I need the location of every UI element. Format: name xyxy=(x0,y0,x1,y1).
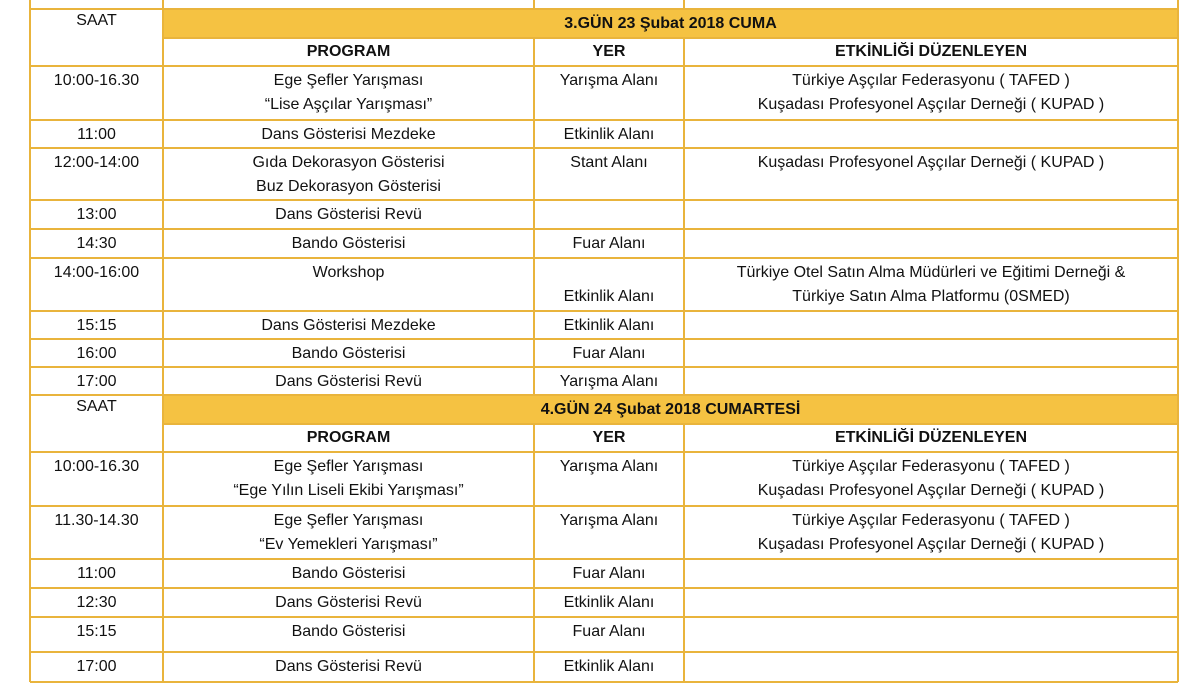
time-cell xyxy=(30,506,163,559)
cell-line: 14:30 xyxy=(76,235,117,252)
grid-line xyxy=(29,9,31,395)
column-header-row xyxy=(0,38,1200,66)
cell-line: Dans Gösterisi Mezdeke xyxy=(261,317,436,334)
table-row xyxy=(0,229,1200,258)
cell-line: Etkinlik Alanı xyxy=(563,288,655,305)
table-row xyxy=(0,66,1200,120)
location-cell xyxy=(534,148,684,200)
cell-line: Yarışma Alanı xyxy=(559,373,659,390)
cell-line: Yarışma Alanı xyxy=(559,72,659,89)
time-cell xyxy=(30,200,163,229)
time-cell xyxy=(30,452,163,506)
cell-line: Ege Şefler Yarışması xyxy=(273,512,424,529)
cell-line: Etkinlik Alanı xyxy=(563,658,655,675)
time-cell xyxy=(30,148,163,200)
cell-line: Kuşadası Profesyonel Aşçılar Derneği ( KUPAD ) xyxy=(757,536,1105,553)
time-cell xyxy=(30,617,163,652)
cell-line: Fuar Alanı xyxy=(572,235,646,252)
table-row xyxy=(0,559,1200,588)
cell-line: Fuar Alanı xyxy=(572,623,646,640)
grid-line xyxy=(1177,9,1179,395)
cell-line: Etkinlik Alanı xyxy=(563,594,655,611)
grid-line xyxy=(30,228,1178,230)
grid-line xyxy=(30,366,1178,368)
cell-line: 14:00-16:00 xyxy=(53,264,140,281)
header-etkinlik: ETKİNLİĞİ DÜZENLEYEN xyxy=(834,43,1027,60)
cell-line xyxy=(534,261,684,285)
program-cell xyxy=(163,339,534,367)
grid-line xyxy=(163,37,1178,39)
organizer-cell xyxy=(684,339,1178,367)
table-row xyxy=(0,652,1200,682)
program-cell xyxy=(163,617,534,652)
table-row xyxy=(0,452,1200,506)
organizer-cell xyxy=(684,452,1178,506)
cell-line: Fuar Alanı xyxy=(572,565,646,582)
cell-line: Gıda Dekorasyon Gösterisi xyxy=(252,154,445,171)
saat-label: SAAT xyxy=(76,12,117,29)
day-title: 3.GÜN 23 Şubat 2018 CUMA xyxy=(163,9,1178,38)
cell-line: 11.30-14.30 xyxy=(54,512,139,529)
time-cell xyxy=(30,120,163,148)
grid-line xyxy=(683,38,685,395)
cell-line: 15:15 xyxy=(76,317,117,334)
location-cell xyxy=(534,617,684,652)
location-cell xyxy=(534,559,684,588)
time-cell xyxy=(30,66,163,120)
time-cell xyxy=(30,258,163,311)
grid-line xyxy=(30,651,1178,653)
table-row xyxy=(0,148,1200,200)
grid-line xyxy=(30,119,1178,121)
grid-line xyxy=(30,257,1178,259)
grid-line xyxy=(533,424,535,682)
location-cell xyxy=(534,652,684,682)
grid-line xyxy=(30,338,1178,340)
organizer-cell xyxy=(684,229,1178,258)
organizer-cell xyxy=(684,617,1178,652)
program-cell xyxy=(163,588,534,617)
grid-line xyxy=(30,65,1178,67)
organizer-cell xyxy=(684,66,1178,120)
saat-label: SAAT xyxy=(76,398,117,415)
cell-line: 15:15 xyxy=(76,623,117,640)
table-row xyxy=(0,120,1200,148)
location-cell xyxy=(534,367,684,395)
organizer-cell xyxy=(684,258,1178,311)
organizer-cell xyxy=(684,148,1178,200)
time-cell xyxy=(30,559,163,588)
program-cell xyxy=(163,506,534,559)
organizer-cell xyxy=(684,311,1178,339)
grid-line xyxy=(533,38,535,395)
program-cell xyxy=(163,229,534,258)
table-row xyxy=(0,588,1200,617)
cell-line: Bando Gösterisi xyxy=(291,623,406,640)
column-header-row xyxy=(0,424,1200,452)
table-row xyxy=(0,311,1200,339)
grid-line xyxy=(30,147,1178,149)
cell-line: Etkinlik Alanı xyxy=(563,126,655,143)
header-yer: YER xyxy=(592,429,626,446)
cell-line: 17:00 xyxy=(76,373,117,390)
cell-line: “Lise Aşçılar Yarışması” xyxy=(264,96,433,113)
time-cell xyxy=(30,367,163,395)
location-cell xyxy=(534,311,684,339)
cell-line: Türkiye Aşçılar Federasyonu ( TAFED ) xyxy=(792,512,1070,529)
cell-line: “Ev Yemekleri Yarışması” xyxy=(259,536,438,553)
cell-line: Türkiye Otel Satın Alma Müdürleri ve Eğitimi Derneği & xyxy=(736,264,1126,281)
header-program: PROGRAM xyxy=(306,43,391,60)
grid-line xyxy=(162,395,164,682)
location-cell xyxy=(534,200,684,229)
cell-line: Dans Gösterisi Mezdeke xyxy=(261,126,436,143)
cell-line: Türkiye Satın Alma Platformu (0SMED) xyxy=(792,288,1070,305)
cell-line: 10:00-16.30 xyxy=(53,458,140,475)
organizer-cell xyxy=(684,652,1178,682)
grid-line xyxy=(30,505,1178,507)
cell-line: Dans Gösterisi Revü xyxy=(275,658,422,675)
organizer-cell xyxy=(684,588,1178,617)
cell-line: Dans Gösterisi Revü xyxy=(275,373,422,390)
cell-line: Bando Gösterisi xyxy=(291,235,406,252)
grid-line xyxy=(30,394,1178,396)
cell-line: Workshop xyxy=(312,264,385,281)
grid-line xyxy=(30,451,1178,453)
time-cell xyxy=(30,311,163,339)
cell-line: 17:00 xyxy=(76,658,117,675)
grid-line xyxy=(30,587,1178,589)
cell-line: Kuşadası Profesyonel Aşçılar Derneği ( KUPAD ) xyxy=(757,482,1105,499)
organizer-cell xyxy=(684,559,1178,588)
cell-line: “Ege Yılın Liseli Ekibi Yarışması” xyxy=(233,482,464,499)
grid-line xyxy=(683,424,685,682)
day-title: 4.GÜN 24 Şubat 2018 CUMARTESİ xyxy=(163,395,1178,424)
cell-line: 10:00-16.30 xyxy=(53,72,140,89)
location-cell xyxy=(534,506,684,559)
grid-line xyxy=(30,199,1178,201)
cell-line: Etkinlik Alanı xyxy=(563,317,655,334)
cell-line: Bando Gösterisi xyxy=(291,345,406,362)
program-cell xyxy=(163,452,534,506)
grid-line xyxy=(1177,395,1179,682)
cell-line: Ege Şefler Yarışması xyxy=(273,72,424,89)
cell-line: Türkiye Aşçılar Federasyonu ( TAFED ) xyxy=(792,458,1070,475)
grid-line xyxy=(162,9,164,395)
cell-line: 11:00 xyxy=(77,126,116,143)
location-cell xyxy=(534,452,684,506)
header-program: PROGRAM xyxy=(306,429,391,446)
organizer-cell xyxy=(684,367,1178,395)
cell-line: Ege Şefler Yarışması xyxy=(273,458,424,475)
cell-line: Kuşadası Profesyonel Aşçılar Derneği ( KUPAD ) xyxy=(757,96,1105,113)
time-cell xyxy=(30,229,163,258)
program-cell xyxy=(163,367,534,395)
location-cell xyxy=(534,339,684,367)
time-cell xyxy=(30,588,163,617)
program-cell xyxy=(163,66,534,120)
location-cell xyxy=(534,229,684,258)
header-etkinlik: ETKİNLİĞİ DÜZENLEYEN xyxy=(834,429,1027,446)
cell-line: Bando Gösterisi xyxy=(291,565,406,582)
table-row xyxy=(0,367,1200,395)
table-row xyxy=(0,339,1200,367)
cell-line: Dans Gösterisi Revü xyxy=(275,594,422,611)
cell-line: Buz Dekorasyon Gösterisi xyxy=(256,178,441,195)
grid-line xyxy=(30,558,1178,560)
table-row xyxy=(0,200,1200,229)
cell-line: Fuar Alanı xyxy=(572,345,646,362)
program-cell xyxy=(163,559,534,588)
cell-line: 16:00 xyxy=(76,345,117,362)
table-row xyxy=(0,506,1200,559)
cell-line: Kuşadası Profesyonel Aşçılar Derneği ( KUPAD ) xyxy=(757,154,1105,171)
cell-line: Türkiye Aşçılar Federasyonu ( TAFED ) xyxy=(792,72,1070,89)
table-row xyxy=(0,258,1200,311)
location-cell xyxy=(534,588,684,617)
program-cell xyxy=(163,200,534,229)
cell-line: 12:00-14:00 xyxy=(53,154,140,171)
header-yer: YER xyxy=(592,43,626,60)
cell-line: Yarışma Alanı xyxy=(559,458,659,475)
grid-line xyxy=(30,616,1178,618)
table-row xyxy=(0,617,1200,652)
organizer-cell xyxy=(684,200,1178,229)
cell-line: Stant Alanı xyxy=(570,154,648,171)
grid-line xyxy=(30,8,1178,10)
grid-line xyxy=(30,310,1178,312)
cell-line: Dans Gösterisi Revü xyxy=(275,206,422,223)
organizer-cell xyxy=(684,120,1178,148)
cell-line: Yarışma Alanı xyxy=(559,512,659,529)
organizer-cell xyxy=(684,506,1178,559)
cell-line: 12:30 xyxy=(76,594,117,611)
program-cell xyxy=(163,148,534,200)
time-cell xyxy=(30,652,163,682)
grid-line xyxy=(29,395,31,682)
program-cell xyxy=(163,311,534,339)
location-cell xyxy=(534,120,684,148)
cell-line: 13:00 xyxy=(76,206,117,223)
program-cell xyxy=(163,258,534,311)
time-cell xyxy=(30,339,163,367)
cell-line: 11:00 xyxy=(77,565,116,582)
location-cell xyxy=(534,258,684,311)
program-cell xyxy=(163,652,534,682)
program-cell xyxy=(163,120,534,148)
location-cell xyxy=(534,66,684,120)
grid-line xyxy=(163,423,1178,425)
